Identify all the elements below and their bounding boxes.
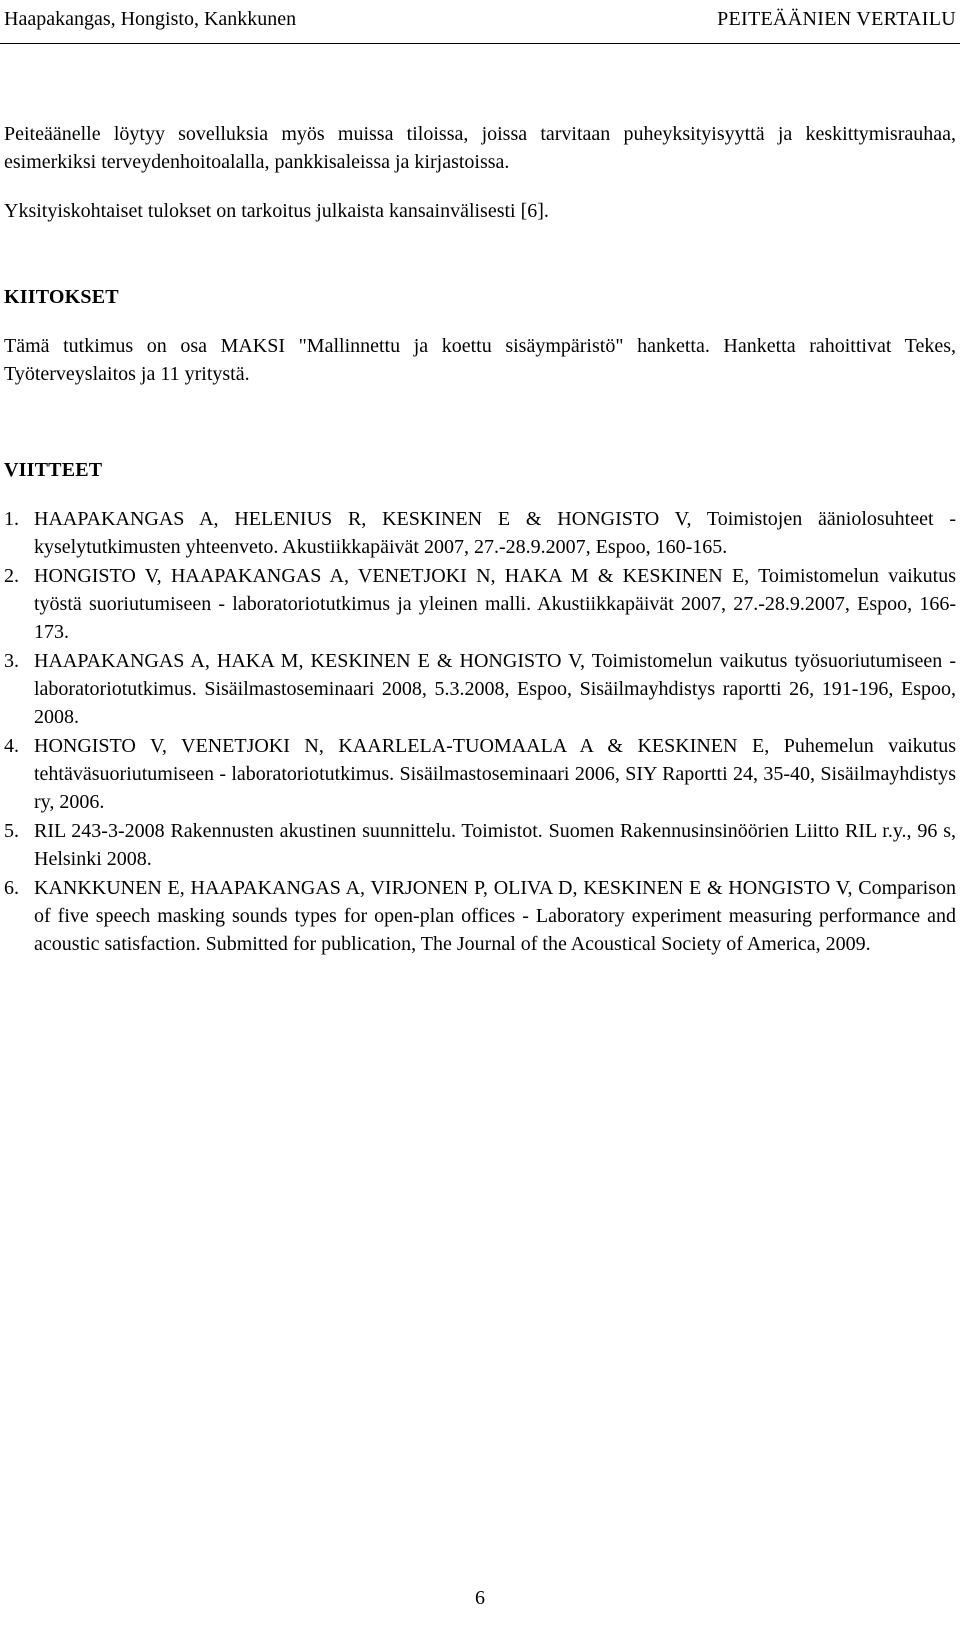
reference-item — [4, 817, 956, 873]
reference-number: 2. — [4, 565, 19, 587]
reference-text: HONGISTO V, HAAPAKANGAS A, VENETJOKI N, HAKA M & KESKINEN E, Toimistomelun vaikutus työstä suoriutumiseen - laboratoriotutkimus ja yleinen malli. Akustiikkapäivät 2007, 27.-28.9.2007, Espoo, 166-173. — [34, 565, 956, 643]
reference-item — [4, 732, 956, 816]
reference-number: 3. — [4, 650, 19, 672]
page-header — [0, 4, 960, 38]
page-content — [4, 120, 956, 959]
body-paragraph-1: Peiteäänelle löytyy sovelluksia myös muissa tiloissa, joissa tarvitaan puheyksityisyyttä ja keskittymisrauhaa, esimerkiksi terveydenhoitoalalla, pankkisaleissa ja kirjastoissa. — [4, 123, 956, 173]
body-paragraph-2: Yksityiskohtaiset tulokset on tarkoitus julkaista kansainvälisesti [6]. — [4, 200, 549, 222]
reference-text: RIL 243-3-2008 Rakennusten akustinen suunnittelu. Toimistot. Suomen Rakennusinsinöörien Liitto RIL r.y., 96 s, Helsinki 2008. — [34, 820, 956, 870]
reference-text: HONGISTO V, VENETJOKI N, KAARLELA-TUOMAALA A & KESKINEN E, Puhemelun vaikutus tehtäväsuoriutumiseen - laboratoriotutkimus. Sisäilmastoseminaari 2006, SIY Raportti 24, 35-40, Sisäilmayhdistys ry, 2006. — [34, 735, 956, 813]
reference-number: 6. — [4, 877, 19, 899]
acknowledgements-heading: KIITOKSET — [4, 286, 119, 308]
reference-item — [4, 562, 956, 646]
header-divider — [0, 43, 960, 44]
reference-text: HAAPAKANGAS A, HELENIUS R, KESKINEN E & HONGISTO V, Toimistojen ääniolosuhteet - kyselytutkimusten yhteenveto. Akustiikkapäivät 2007, 27.-28.9.2007, Espoo, 160-165. — [34, 508, 956, 558]
reference-number: 5. — [4, 820, 19, 842]
header-title: PEITEÄÄNIEN VERTAILU — [717, 8, 956, 30]
references-heading: VIITTEET — [4, 459, 103, 481]
reference-item — [4, 874, 956, 958]
page-number: 6 — [475, 1587, 485, 1609]
acknowledgements-text: Tämä tutkimus on osa MAKSI "Mallinnettu ja koettu sisäympäristö" hanketta. Hanketta rahoittivat Tekes, Työterveyslaitos ja 11 yritystä. — [4, 335, 956, 385]
reference-number: 1. — [4, 508, 19, 530]
reference-item — [4, 647, 956, 731]
references-list — [4, 505, 956, 958]
reference-text: KANKKUNEN E, HAAPAKANGAS A, VIRJONEN P, OLIVA D, KESKINEN E & HONGISTO V, Comparison of five speech masking sounds types for open-plan offices - Laboratory experiment measuring performance and acoustic satisfaction. Submitted for publication, The Journal of the Acoustical Society of America, 2009. — [34, 877, 956, 955]
header-authors: Haapakangas, Hongisto, Kankkunen — [4, 8, 297, 30]
reference-item — [4, 505, 956, 561]
reference-number: 4. — [4, 735, 19, 757]
reference-text: HAAPAKANGAS A, HAKA M, KESKINEN E & HONGISTO V, Toimistomelun vaikutus työsuoriutumiseen - laboratoriotutkimus. Sisäilmastoseminaari 2008, 5.3.2008, Espoo, Sisäilmayhdistys raportti 26, 191-196, Espoo, 2008. — [34, 650, 956, 728]
